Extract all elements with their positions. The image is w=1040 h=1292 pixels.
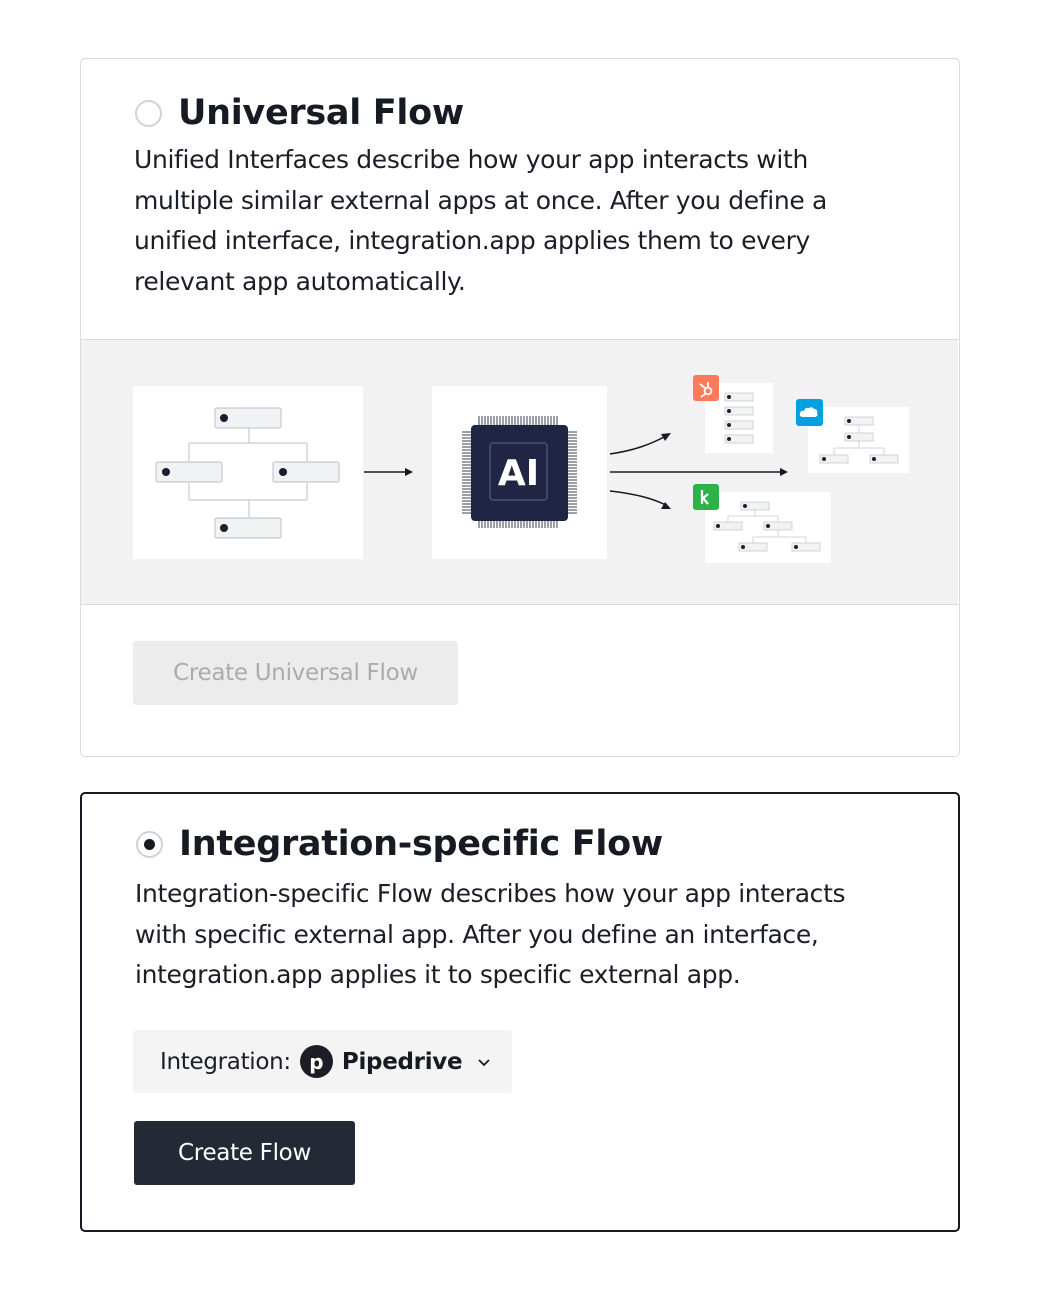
integration-select[interactable] [133, 1030, 512, 1093]
integration-specific-flow-radio[interactable] [136, 831, 163, 858]
universal-flow-illustration [81, 339, 958, 605]
integration-select-label: Integration: [160, 1048, 291, 1075]
arrow-right-icon [364, 468, 413, 476]
universal-flow-title: Universal Flow [178, 93, 464, 133]
integration-specific-flow-description: Integration-specific Flow describes how your app interacts with specific external app. After you define an interface, integration.app applies it to specific external app. [135, 879, 846, 989]
pipedrive-logo-icon: p [300, 1045, 333, 1078]
universal-flow-card[interactable] [80, 58, 960, 757]
chevron-down-icon [476, 1057, 492, 1067]
universal-flow-title-row[interactable] [135, 93, 464, 133]
flow-diagram [81, 340, 958, 606]
radio-selected-dot [144, 839, 155, 850]
universal-flow-description: Unified Interfaces describe how your app interacts with multiple similar external apps at once. After you define a unified interface, integration.app applies them to every relevant app automatically. [134, 145, 827, 296]
integration-select-value: Pipedrive [341, 1048, 463, 1075]
integration-specific-flow-title: Integration-specific Flow [179, 824, 663, 864]
ai-chip-label: AI [497, 453, 540, 494]
integration-specific-flow-title-row[interactable] [136, 824, 663, 864]
create-flow-button[interactable]: Create Flow [134, 1121, 355, 1185]
universal-flow-radio[interactable] [135, 100, 162, 127]
create-universal-flow-button[interactable]: Create Universal Flow [133, 641, 458, 705]
integration-specific-flow-card[interactable] [80, 792, 960, 1232]
ai-chip-icon [462, 416, 577, 528]
